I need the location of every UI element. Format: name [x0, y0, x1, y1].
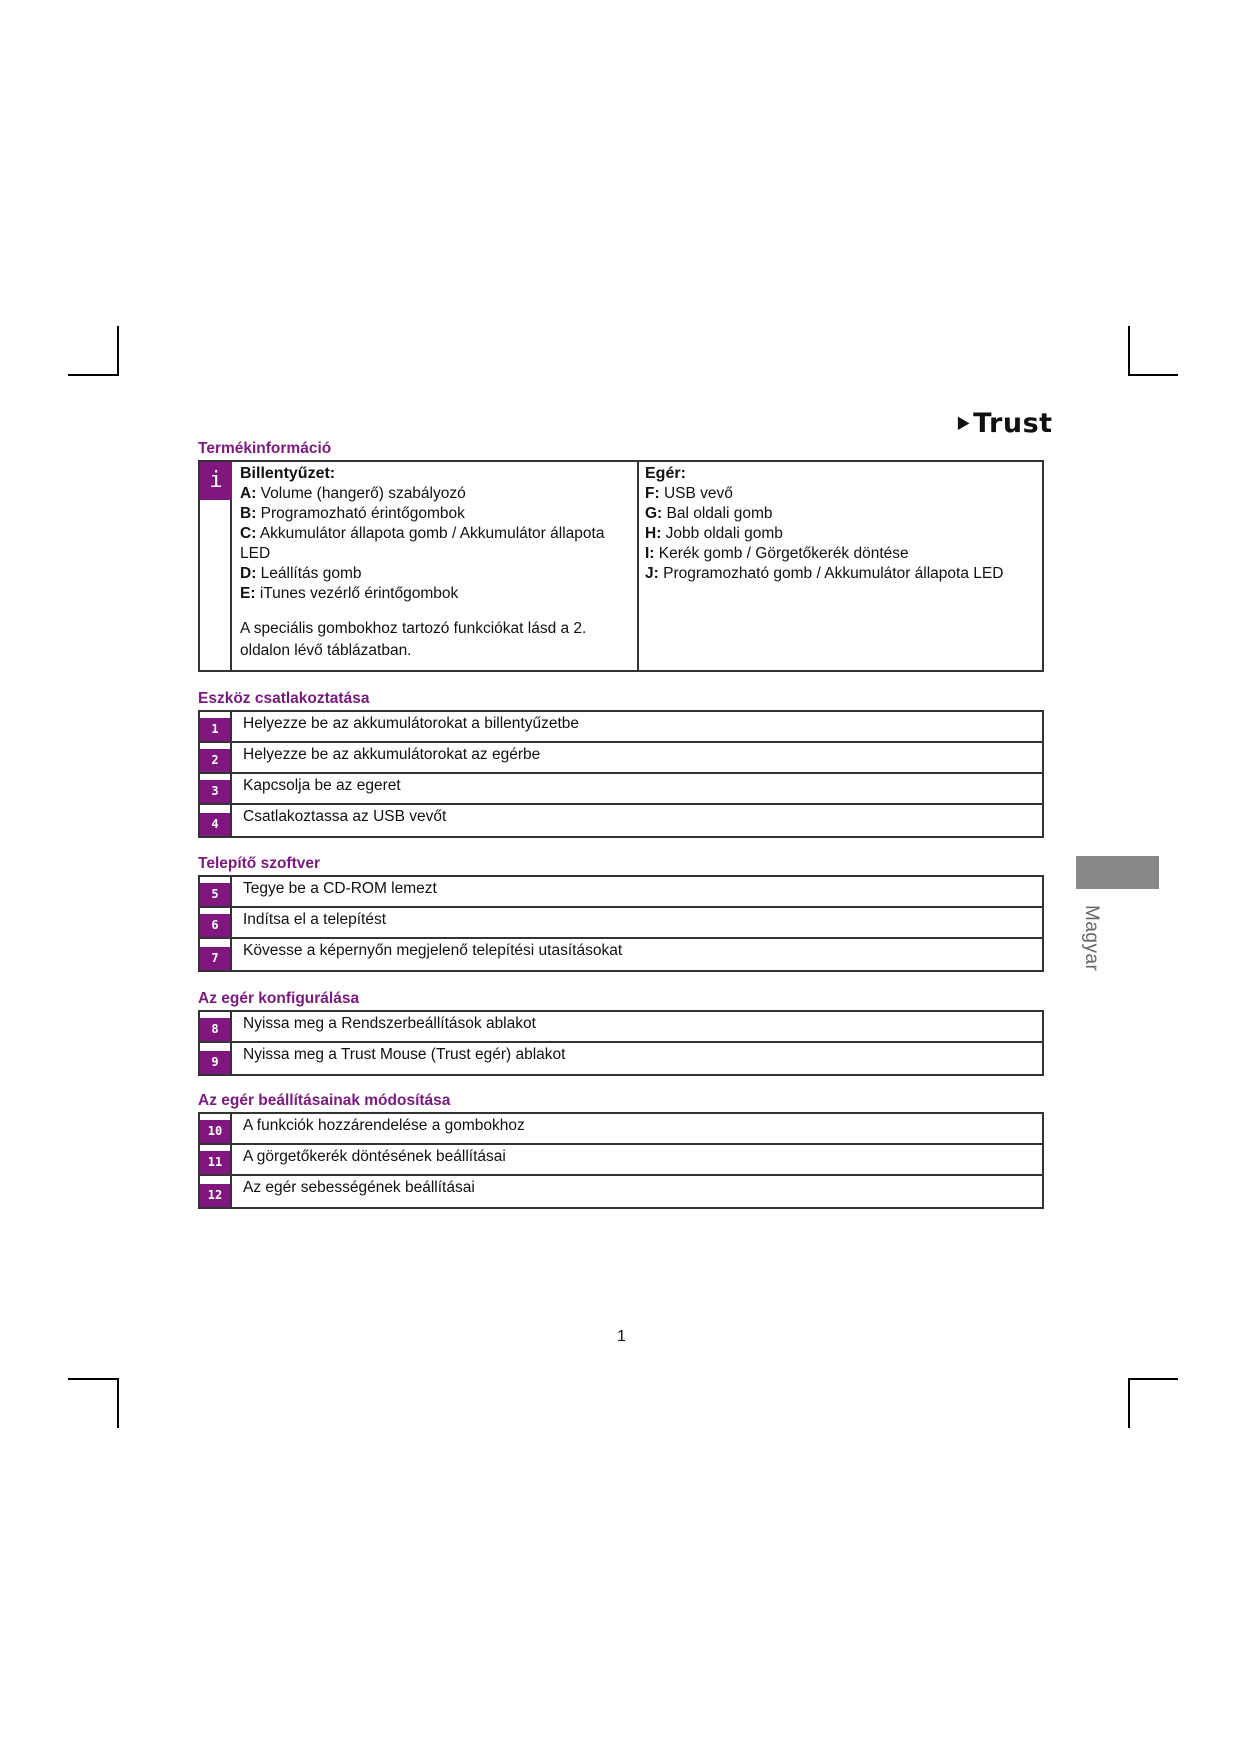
keyboard-item: C: Akkumulátor állapota gomb / Akkumulátor állapota LED: [240, 525, 605, 562]
info-icon: i: [200, 462, 232, 500]
step-row: [200, 743, 1042, 774]
step-number-badge: 6: [200, 914, 230, 937]
step-row: [200, 1145, 1042, 1176]
step-row: [200, 1043, 1042, 1074]
step-row: [200, 939, 1042, 970]
step-row: [200, 805, 1042, 836]
crop-mark: [68, 1378, 119, 1380]
step-number-badge: 7: [200, 947, 230, 970]
step-row: [200, 1114, 1042, 1145]
step-number-badge: 4: [200, 813, 230, 836]
trust-logo-icon: ⯈: [954, 413, 973, 438]
keyboard-item: A: Volume (hangerő) szabályozó: [240, 485, 466, 502]
mouse-item: G: Bal oldali gomb: [645, 505, 773, 522]
step-text: Indítsa el a telepítést: [243, 911, 387, 928]
section-title-settings: Az egér beállításainak módosítása: [198, 1092, 451, 1109]
keyboard-column: [232, 462, 639, 670]
language-tab: [1076, 856, 1159, 889]
mouse-item: I: Kerék gomb / Görgetőkerék döntése: [645, 545, 909, 562]
mouse-heading: Egér:: [645, 465, 686, 482]
step-number-badge: 2: [200, 749, 230, 772]
keyboard-note: A speciális gombokhoz tartozó funkciókat lásd a 2. oldalon lévő táblázatban.: [240, 620, 587, 659]
step-row: [200, 712, 1042, 743]
step-number-badge: 11: [200, 1151, 230, 1174]
step-number-badge: 1: [200, 718, 230, 741]
keyboard-item: B: Programozható érintőgombok: [240, 505, 465, 522]
step-text: Nyissa meg a Trust Mouse (Trust egér) ablakot: [243, 1046, 566, 1063]
step-row: [200, 1012, 1042, 1043]
section-title-product-info: Termékinformáció: [198, 440, 332, 457]
step-number-badge: 5: [200, 883, 230, 906]
step-number-badge: 3: [200, 780, 230, 803]
language-label: Magyar: [1081, 905, 1102, 972]
step-text: Kövesse a képernyőn megjelenő telepítési utasításokat: [243, 942, 623, 959]
crop-mark: [68, 374, 119, 376]
product-info-table: [198, 460, 1044, 672]
section-title-connect: Eszköz csatlakoztatása: [198, 690, 370, 707]
info-side-column: [200, 462, 232, 670]
step-text: Helyezze be az akkumulátorokat a billentyűzetbe: [243, 715, 580, 732]
steps-table-connect: [198, 710, 1044, 838]
step-text: Csatlakoztassa az USB vevőt: [243, 808, 447, 825]
step-text: A funkciók hozzárendelése a gombokhoz: [243, 1117, 525, 1134]
step-text: Nyissa meg a Rendszerbeállítások ablakot: [243, 1015, 536, 1032]
section-title-install: Telepítő szoftver: [198, 855, 321, 872]
steps-table-configure: [198, 1010, 1044, 1076]
crop-mark: [117, 1378, 119, 1428]
crop-mark: [1128, 1378, 1130, 1428]
crop-mark: [1128, 374, 1178, 376]
trust-logo: [954, 408, 1053, 439]
mouse-item: J: Programozható gomb / Akkumulátor állapota LED: [645, 565, 1004, 582]
step-number-badge: 9: [200, 1051, 230, 1074]
mouse-item: H: Jobb oldali gomb: [645, 525, 783, 542]
step-row: [200, 908, 1042, 939]
page-number: 1: [617, 1328, 626, 1345]
step-text: Helyezze be az akkumulátorokat az egérbe: [243, 746, 541, 763]
step-number-badge: 8: [200, 1018, 230, 1041]
logo-text: Trust: [973, 408, 1053, 439]
step-row: [200, 1176, 1042, 1207]
section-title-configure: Az egér konfigurálása: [198, 990, 360, 1007]
step-row: [200, 774, 1042, 805]
step-text: Az egér sebességének beállításai: [243, 1179, 475, 1196]
crop-mark: [117, 326, 119, 376]
crop-mark: [1128, 326, 1130, 376]
step-text: A görgetőkerék döntésének beállításai: [243, 1148, 506, 1165]
keyboard-heading: Billentyűzet:: [240, 465, 336, 482]
step-row: [200, 877, 1042, 908]
step-text: Tegye be a CD-ROM lemezt: [243, 880, 437, 897]
mouse-item: F: USB vevő: [645, 485, 733, 502]
step-text: Kapcsolja be az egeret: [243, 777, 401, 794]
step-number-badge: 10: [200, 1120, 230, 1143]
steps-table-settings: [198, 1112, 1044, 1209]
step-number-badge: 12: [200, 1184, 230, 1207]
crop-mark: [1128, 1378, 1178, 1380]
keyboard-item: D: Leállítás gomb: [240, 565, 362, 582]
mouse-column: [639, 462, 1042, 674]
keyboard-item: E: iTunes vezérlő érintőgombok: [240, 585, 459, 602]
steps-table-install: [198, 875, 1044, 972]
